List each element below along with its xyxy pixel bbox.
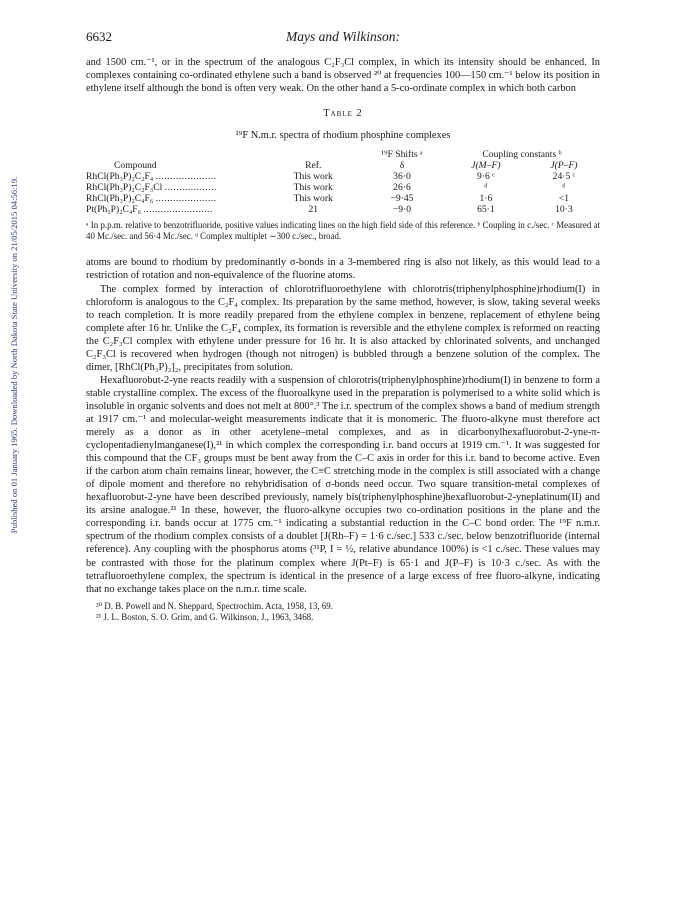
jpf-cell: 24·5 ᶜ <box>552 171 576 183</box>
nmr-table <box>86 149 600 215</box>
body-paragraph: The complex formed by interaction of chlorotrifluoroethylene with chlorotris(triphenylphosphine)rhodium(I) in chloroform is analogous to the C₂F₄ complex. Its preparation by the same method, however, is slow, taking several weeks to reach completion. It is more readily prepared from the ethylene complex in benzene, replacement of ethylene being complete after 16 hr. Unlike the C₂F₄ complex, its formation is reversible and the ethylene complex is reformed on reacting the C₂F₃Cl complex with ethylene under pressure for 16 hr. It is also attacked by chlorinated solvents, and unchanged C₂F₃Cl is recovered when hydrogen (though not nitrogen) is bubbled through a benzene solution of the complex. The dimer, [RhCl(Ph₃P)₂]₂, precipitates from solution. <box>86 283 600 373</box>
running-header <box>86 30 600 50</box>
page-number: 6632 <box>86 29 112 44</box>
compound-name: RhCl(Ph₃P)₂C₂F₄ <box>86 171 154 183</box>
header-delta: δ <box>399 160 405 172</box>
table-row <box>86 204 600 215</box>
jmf-cell: ᵈ <box>484 182 488 194</box>
shifts-header: ¹⁹F Shifts ᵃ <box>381 149 423 161</box>
jmf-cell: 65·1 <box>477 204 495 216</box>
reference-item: ²¹ J. L. Boston, S. O. Grim, and G. Wilkinson, J., 1963, 3468. <box>96 611 314 622</box>
references <box>86 601 600 623</box>
journal-page <box>86 30 600 623</box>
jmf-cell: 1·6 <box>479 193 493 205</box>
reference-item: ²⁰ D. B. Powell and N. Sheppard, Spectrochim. Acta, 1958, 13, 69. <box>96 600 333 611</box>
header-jpf: J(P–F) <box>550 160 578 172</box>
shift-cell: 36·0 <box>393 171 411 183</box>
shift-cell: −9·45 <box>390 193 414 205</box>
compound-name: RhCl(Ph₃P)₂C₄F₆ <box>86 193 154 205</box>
dot-leader: .................. <box>164 182 217 194</box>
body-text <box>86 256 600 595</box>
header-compound: Compound <box>114 160 157 172</box>
jpf-cell: <1 <box>558 193 569 205</box>
shift-cell: 26·6 <box>393 182 411 194</box>
coupling-header: Coupling constants ᵇ <box>482 149 562 161</box>
table-header-row <box>86 160 600 171</box>
running-authors: Mays and Wilkinson: <box>286 29 400 44</box>
ref-cell: This work <box>293 182 333 194</box>
table-row <box>86 171 600 182</box>
header-ref: Ref. <box>305 160 322 172</box>
ref-cell: 21 <box>308 204 319 216</box>
ref-cell: This work <box>293 171 333 183</box>
table-row <box>86 193 600 204</box>
table-footnote: ᵃ In p.p.m. relative to benzotrifluoride, positive values indicating lines on the high field side of this reference. ᵇ Coupling in c./sec. ᶜ Measured at 40 Mc./sec. and 56·4 Mc./sec. ᵈ Complex multiplet ∼300 c./sec., broad. <box>86 220 600 241</box>
dot-leader: ..................... <box>155 193 217 205</box>
ref-cell: This work <box>293 193 333 205</box>
dot-leader: ..................... <box>155 171 217 183</box>
shift-cell: −9·0 <box>392 204 412 216</box>
jpf-cell: ᵈ <box>562 182 566 194</box>
dot-leader: ........................ <box>143 204 213 216</box>
body-paragraph: atoms are bound to rhodium by predominantly σ-bonds in a 3-membered ring is also not likely, as this would lead to a restriction of rotation and non-equivalence of the fluorine atoms. <box>86 257 600 282</box>
download-watermark <box>6 130 22 580</box>
intro-paragraph: and 1500 cm.⁻¹, or in the spectrum of the analogous C₂F₃Cl complex, in which its intensity should be enhanced. In complexes containing co-ordinated ethylene such a band is observed ²⁰ at frequencies 100—150 cm.⁻¹ below its position in ethylene itself although the bond is often very weak. On the other hand a 5-co-ordinate complex in which both carbon <box>86 57 600 95</box>
compound-name: RhCl(Ph₃P)₂C₂F₃Cl <box>86 182 163 194</box>
body-paragraph: Hexafluorobut-2-yne reacts readily with a suspension of chlorotris(triphenylphosphine)rhodium(I) in benzene to form a stable crystalline complex. The excess of the fluoroalkyne used in the preparation is polymerised to a white solid which is insoluble in organic solvents and does not melt at 800°.³ The i.r. spectrum of the complex shows a band of medium strength at 1917 cm.⁻¹ and molecular-weight measurements indicate that it is monomeric. The fluoro-alkyne must therefore act merely as a donor as in other acetylene–metal complexes, and as in dicarbonylhexafluorobut-2-yne-π-cyclopentadienylmanganese(I),²¹ in which complex the corresponding i.r. band occurs at 1919 cm.⁻¹. It was suggested for this compound that the CF₃ groups must be bent away from the C–C axis in order for this i.r. band to become active. Even if the carbon atom chain remains linear, however, the C≡C stretching mode in the complex is still associated with a change of dipole moment and therefore no rehybridisation of σ-bonds need occur. Two square transition-metal complexes of hexafluorobut-2-yne have been described previously, namely bis(triphenylphosphine)hexafluorobut-2-yneplatinum(II) and its arsine analogue.²¹ In these, however, the fluoro-alkyne occupies two co-ordination positions in the plane and the corresponding i.r. bands occur at 1775 cm.⁻¹ indicating a substantial reduction in the C–C bond order. The ¹⁹F n.m.r. spectrum of the rhodium complex consists of a doublet [J(Rh–F) = 1·6 c./sec.] 533 c./sec. below benzotrifluoride (internal reference). Any coupling with the phosphorus atoms (³¹P, I = ½, relative abundance 100%) is <1 c./sec. These values may be contrasted with those for the platinum complex where J(Pt–F) is 65·1 and J(P–F) is 10·3 c./sec. As with the tetrafluoroethylene complex, the spectrum is identical in the presence of a large excess of free fluoro-alkyne, indicating that no exchange takes place on the n.m.r. time scale. <box>86 374 600 595</box>
jpf-cell: 10·3 <box>555 204 573 216</box>
download-watermark-text: Published on 01 January 1965. Downloaded by North Dakota State University on 21/05/2015 04:56:19. <box>9 176 19 534</box>
header-jmf: J(M–F) <box>471 160 501 172</box>
table-header-top <box>86 149 600 160</box>
jmf-cell: 9·6 ᶜ <box>477 171 495 183</box>
table-title: ¹⁹F N.m.r. spectra of rhodium phosphine complexes <box>235 130 451 142</box>
table-row <box>86 182 600 193</box>
table-number: Table 2 <box>323 108 363 120</box>
compound-name: Pt(Ph₃P)₂C₄F₆ <box>86 204 141 216</box>
